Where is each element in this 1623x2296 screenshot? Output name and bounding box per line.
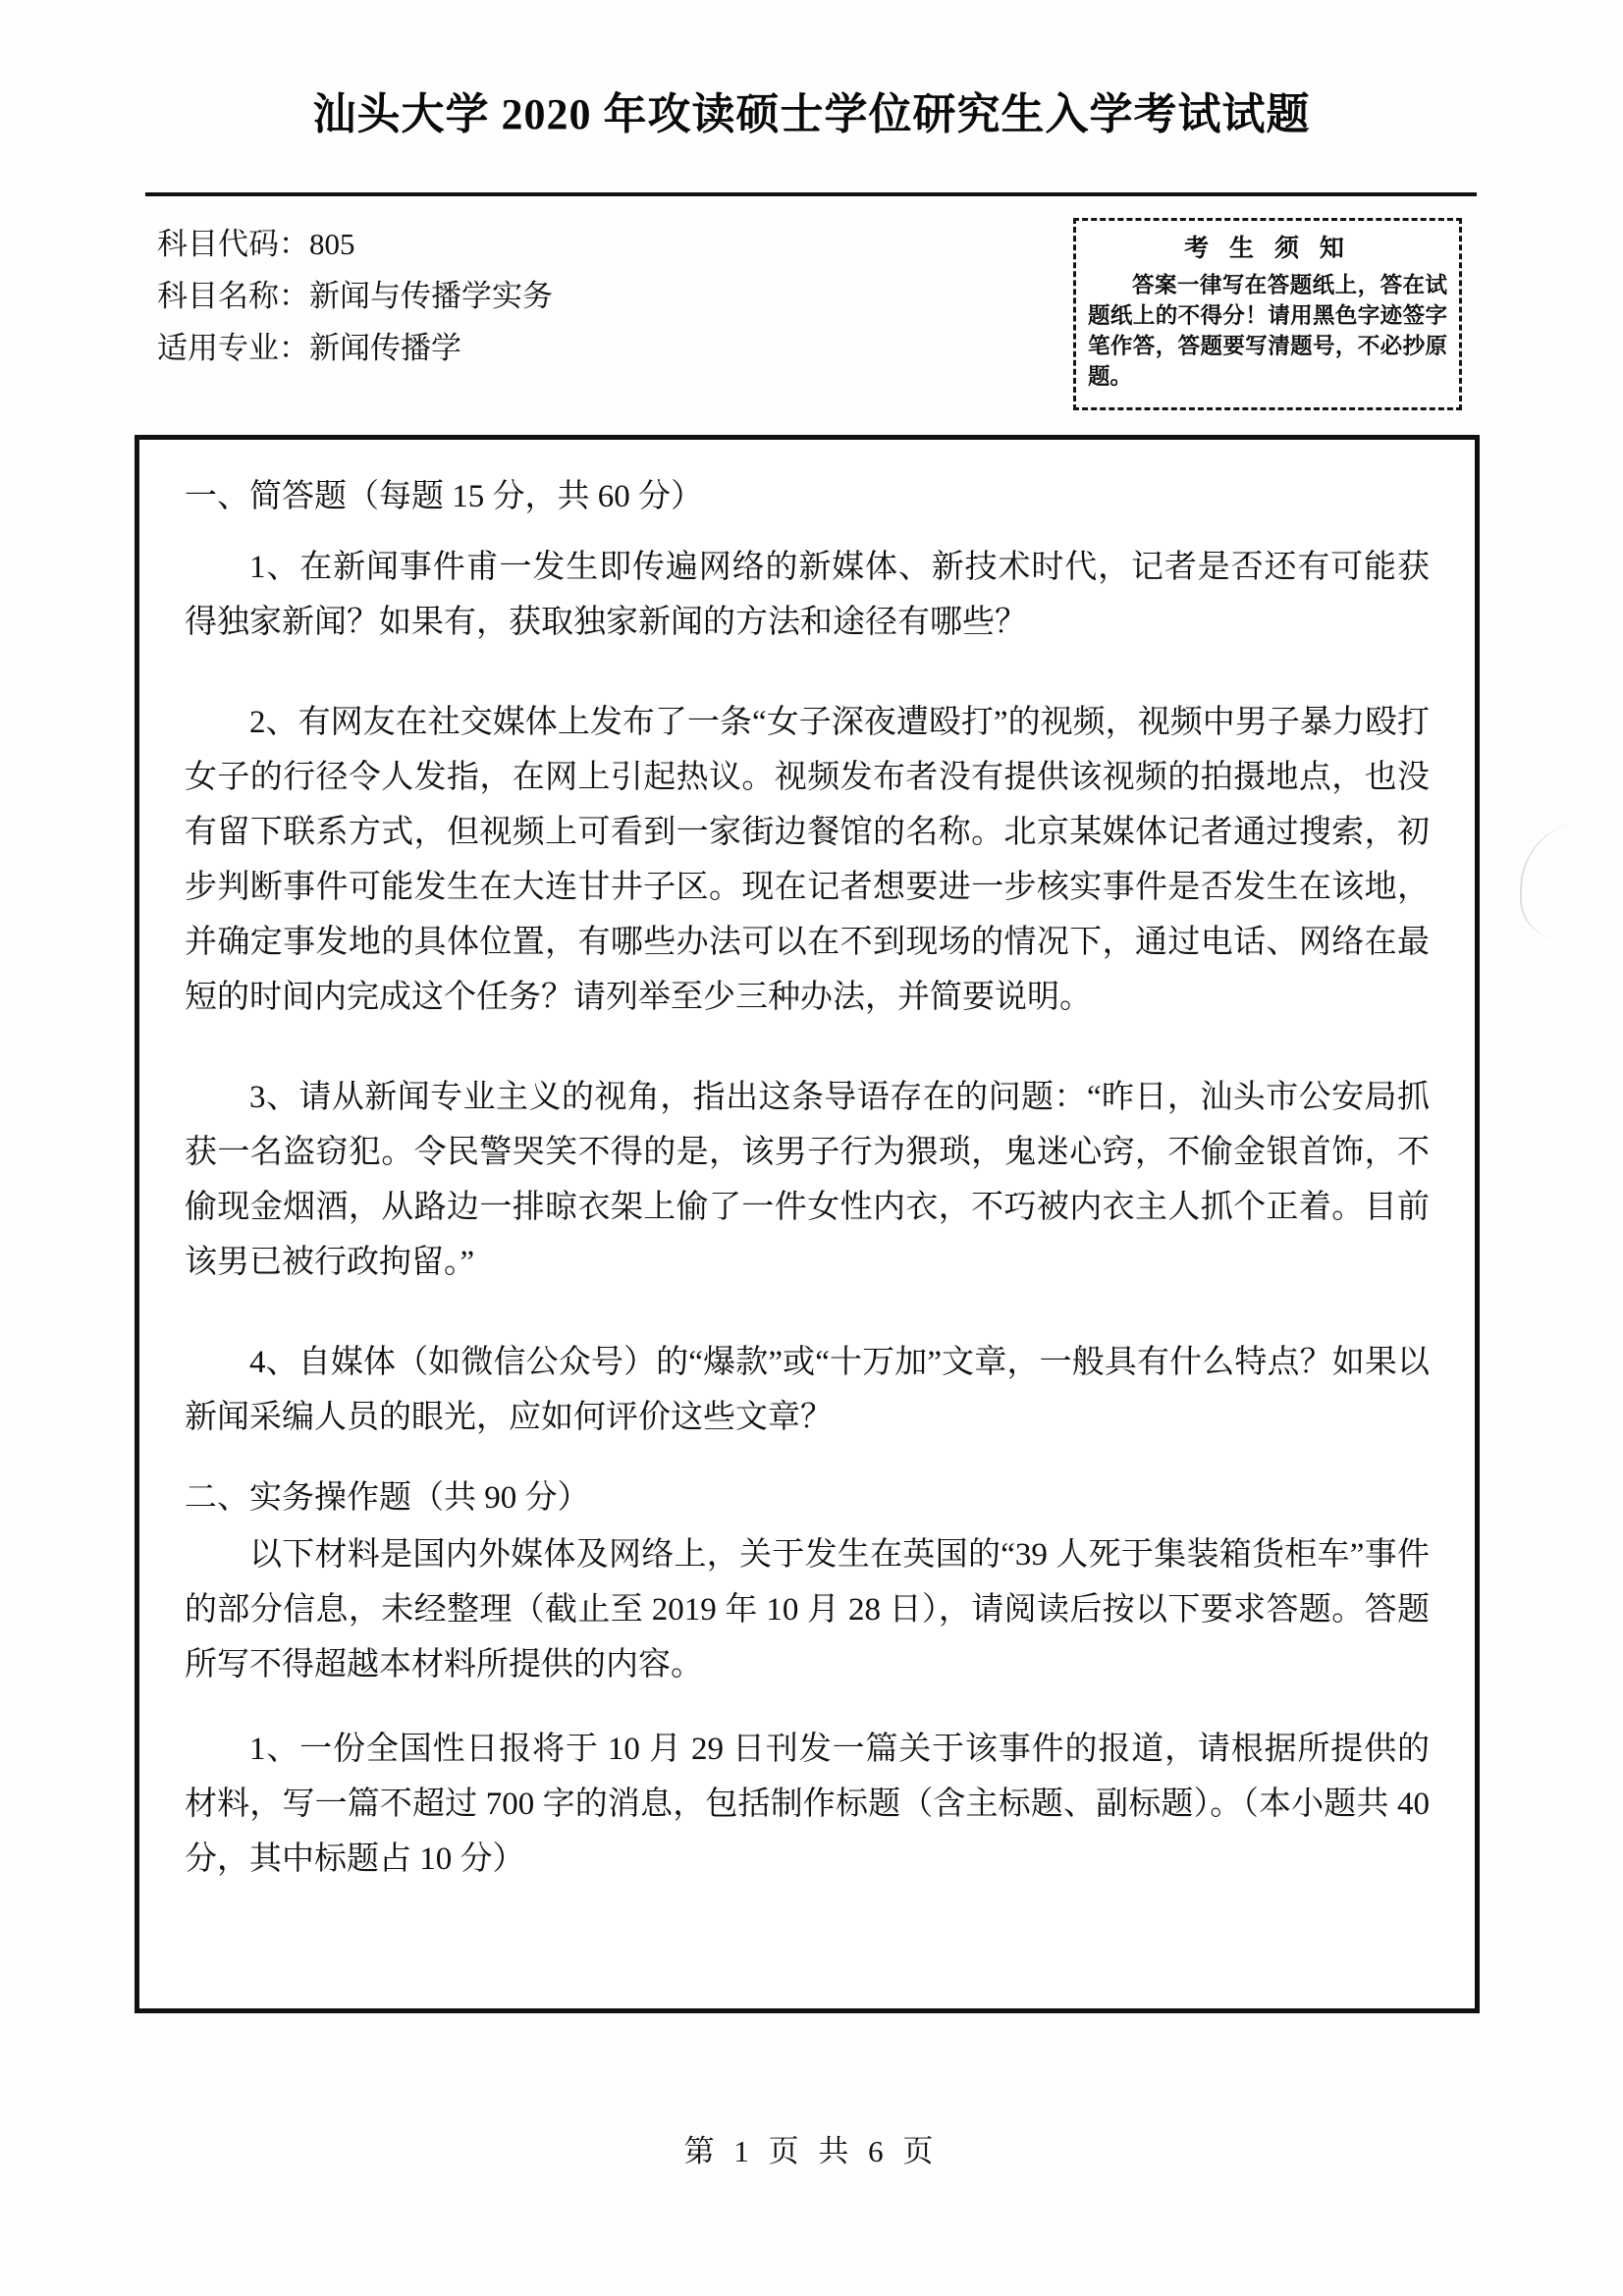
section-two-intro: 以下材料是国内外媒体及网络上，关于发生在英国的“39 人死于集装箱货柜车”事件的部分信息，未经整理（截止至 2019 年 10 月 28 日），请阅读后按以下要求答题。答题所写不得超越本材料所提供的内容。: [185, 1537, 1430, 1682]
exam-content-frame: [135, 435, 1480, 2013]
scan-artifact: [1520, 821, 1610, 938]
applicable-major-value: 新闻传播学: [309, 331, 461, 365]
page-title: 汕头大学 2020 年攻读硕士学位研究生入学考试试题: [312, 90, 1311, 138]
applicable-major-label: 适用专业：: [157, 331, 309, 365]
section-one-question-1: 1、在新闻事件甫一发生即传遍网络的新媒体、新技术时代，记者是否还有可能获得独家新闻？如果有，获取独家新闻的方法和途径有哪些？: [185, 550, 1430, 640]
section-one-question-3: 3、请从新闻专业主义的视角，指出这条导语存在的问题：“昨日，汕头市公安局抓获一名盗窃犯。令民警哭笑不得的是，该男子行为猥琐，鬼迷心窍，不偷金银首饰，不偷现金烟酒，从路边一排晾衣架上偷了一件女性内衣，不巧被内衣主人抓个正着。目前该男已被行政拘留。”: [185, 1080, 1430, 1280]
subject-name-line: [157, 270, 903, 322]
subject-name-label: 科目名称：: [157, 279, 309, 313]
page-footer: 第 1 页 共 6 页: [683, 2134, 940, 2168]
section-two-heading: 二、实务操作题（共 90 分）: [185, 1480, 590, 1516]
subject-code-line: [157, 218, 903, 270]
section-two-question-1: 1、一份全国性日报将于 10 月 29 日刊发一篇关于该事件的报道，请根据所提供的材料，写一篇不超过 700 字的消息，包括制作标题（含主标题、副标题）。（本小题共 40 分，其中标题占 10 分）: [185, 1732, 1430, 1877]
applicable-major-line: [157, 322, 903, 374]
candidate-notice-box: [1073, 218, 1462, 410]
spacer: [185, 526, 1430, 540]
candidate-notice-title: 考 生 须 知: [1184, 235, 1351, 262]
subject-name-value: 新闻与传播学实务: [309, 279, 553, 313]
section-one-heading: 一、简答题（每题 15 分，共 60 分）: [185, 479, 703, 514]
candidate-notice-body: 答案一律写在答题纸上，答在试题纸上的不得分！请用黑色字迹签字笔作答，答题要写清题号，不必抄原题。: [1088, 273, 1447, 389]
subject-code-value: 805: [309, 227, 355, 261]
spacer: [185, 1290, 1430, 1335]
spacer: [185, 1445, 1430, 1474]
header-divider: [145, 192, 1477, 196]
spacer: [185, 650, 1430, 695]
spacer: [185, 1025, 1430, 1070]
spacer: [185, 1692, 1430, 1722]
section-one-question-4: 4、自媒体（如微信公众号）的“爆款”或“十万加”文章，一般具有什么特点？如果以新闻采编人员的眼光，应如何评价这些文章？: [185, 1345, 1430, 1435]
subject-code-label: 科目代码：: [157, 227, 309, 261]
subject-meta: [157, 218, 903, 374]
section-one-question-2: 2、有网友在社交媒体上发布了一条“女子深夜遭殴打”的视频，视频中男子暴力殴打女子的行径令人发指，在网上引起热议。视频发布者没有提供该视频的拍摄地点，也没有留下联系方式，但视频上可看到一家街边餐馆的名称。北京某媒体记者通过搜索，初步判断事件可能发生在大连甘井子区。现在记者想要进一步核实事件是否发生在该地，并确定事发地的具体位置，有哪些办法可以在不到现场的情况下，通过电话、网络在最短的时间内完成这个任务？请列举至少三种办法，并简要说明。: [185, 705, 1430, 1015]
